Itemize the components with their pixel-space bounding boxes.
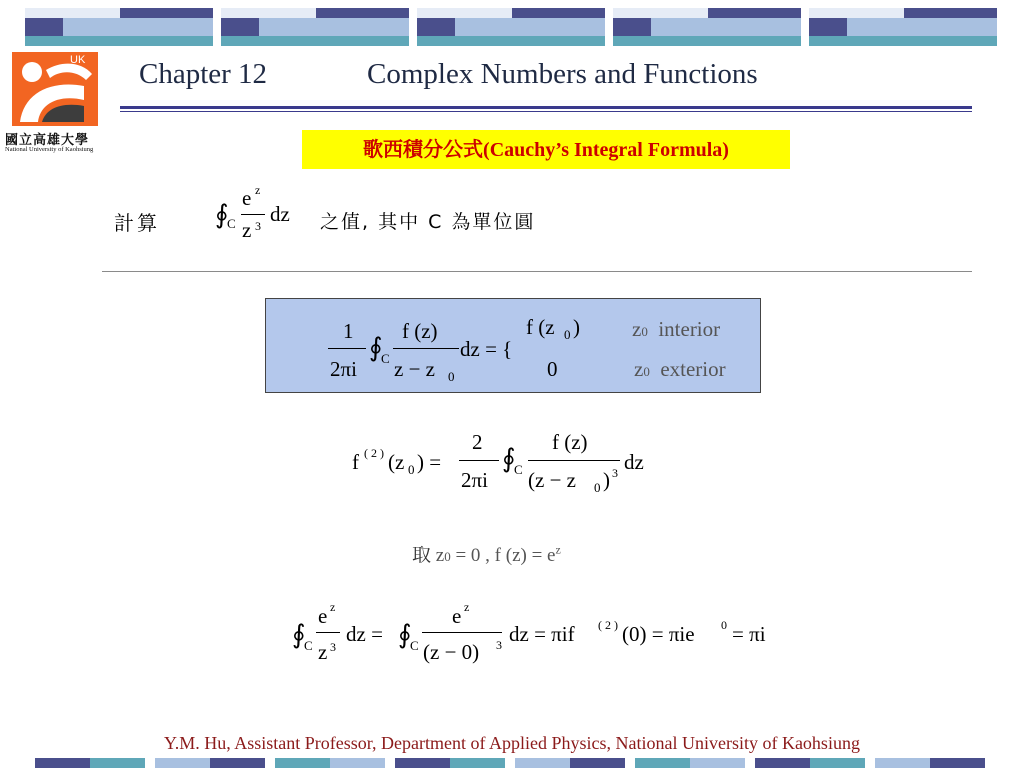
compute-label: 計算 (114, 211, 160, 235)
case-zero: 0 (547, 357, 558, 381)
bottom-band-segment (275, 758, 330, 768)
footer-credit: Y.M. Hu, Assistant Professor, Department of Applied Physics, National University of Kaohsiung (164, 733, 860, 753)
bottom-band-segment (930, 758, 985, 768)
bottom-band-segment (450, 758, 505, 768)
denominator-2pii: 2πi (330, 357, 357, 381)
bottom-band-segment (690, 758, 745, 768)
bottom-band-segment (155, 758, 210, 768)
bottom-band-segment (35, 758, 90, 768)
page-title: Complex Numbers and Functions (367, 58, 758, 90)
dz-equals: dz = { (460, 337, 513, 361)
bottom-band-segment (395, 758, 450, 768)
exterior-label: exterior (660, 357, 726, 381)
bottom-band-segment (570, 758, 625, 768)
section-title (302, 130, 790, 169)
bottom-band-segment (810, 758, 865, 768)
chapter-label: Chapter 12 (139, 58, 268, 90)
numerator-two: 2 (472, 430, 483, 454)
section-title-cn: 歌西積分公式 (363, 137, 484, 161)
separator-rule (102, 271, 972, 272)
problem-description: 之值, 其中 C 為單位圓 (320, 211, 536, 233)
final-computation: ∮ C e z z 3 dz = ∮ C e z (z − 0) 3 dz = πif ( 2 ) (0) = πie 0 = πi (292, 600, 766, 664)
problem-integral: ∮ C e z z 3 dz (215, 183, 290, 242)
bottom-band-segment (330, 758, 385, 768)
denominator-z-z0: z − z (394, 357, 435, 381)
cauchy-formula-box: 1 2πi ∮ C f (z) z − z 0 dz = { f (z 0 ) 0 z0 interior z0 exterior (265, 298, 761, 393)
university-name-cn: 國立高雄大學 (5, 133, 90, 148)
bottom-band-segment (515, 758, 570, 768)
top-band-1 (25, 8, 213, 46)
case-fz0: f (z (526, 315, 555, 339)
university-logo-icon (12, 52, 98, 126)
bottom-band-segment (635, 758, 690, 768)
logo-uk-text: UK (70, 54, 86, 66)
title-rule-thin (120, 111, 972, 112)
bottom-band-segment (90, 758, 145, 768)
substitution-line: 取 z0 = 0 , f $(z) = e^z$ (412, 542, 561, 566)
top-band-2 (221, 8, 409, 46)
top-band-3 (417, 8, 605, 46)
bottom-band-segment (755, 758, 810, 768)
bottom-band-segment (210, 758, 265, 768)
top-band-4 (613, 8, 801, 46)
section-title-en: (Cauchy’s Integral Formula) (483, 139, 729, 161)
derivative-formula: f ( 2 ) (z 0 ) = 2 2πi ∮ C f (z) (z − z 0 ) 3 dz (352, 430, 644, 495)
numerator-one: 1 (343, 319, 354, 343)
title-rule (120, 106, 972, 109)
interior-label: interior (658, 317, 721, 341)
take-label: 取 (412, 544, 432, 566)
bottom-band-segment (875, 758, 930, 768)
top-band-5 (809, 8, 997, 46)
university-name-en: National University of Kaohsiung (5, 146, 94, 153)
numerator-fz: f (z) (402, 319, 438, 343)
